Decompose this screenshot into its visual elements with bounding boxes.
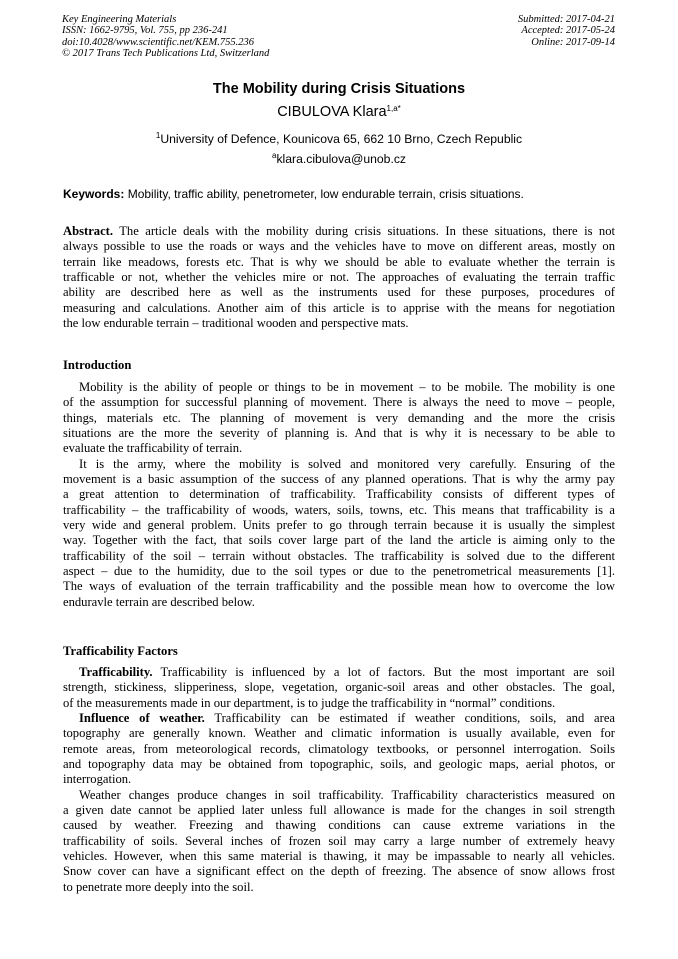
line-text: Trafficability is influenced by a lot of factors. But the most important are soil bbox=[152, 665, 615, 679]
text-line: of the measurements made in our department, is to judge the trafficability in “normal” conditions. bbox=[63, 695, 556, 710]
abstract-paragraph bbox=[63, 224, 615, 331]
accepted-date: Accepted: 2017-05-24 bbox=[521, 25, 615, 37]
text-line: trafficable or not, whether the vehicles mire or not. The approaches of evaluating the terrain traffic bbox=[63, 270, 615, 285]
text-line bbox=[63, 665, 615, 680]
text-line: to penetrate more deeply into the soil. bbox=[63, 879, 254, 894]
author-superscript: 1,a* bbox=[386, 104, 401, 113]
email-superscript: a bbox=[271, 151, 277, 160]
text-line: Weather changes produce changes in soil trafficability. Trafficability characteristics measured on bbox=[79, 787, 615, 802]
journal-name: Key Engineering Materials bbox=[62, 14, 177, 25]
text-line bbox=[63, 224, 615, 239]
affiliation-superscript: 1 bbox=[155, 131, 161, 140]
text-line: It is the army, where the mobility is solved and monitored very carefully. Ensuring of the bbox=[79, 456, 615, 471]
text-line: always possible to use the roads or ways and the vehicles have to move on different areas, mostly on bbox=[63, 239, 615, 254]
author-email bbox=[0, 152, 678, 166]
factors-paragraph-3 bbox=[63, 788, 615, 895]
text-line: and topography data may be obtained from topographic, soils, and geologic maps, aerial photos, or bbox=[63, 757, 615, 772]
introduction-paragraph-2 bbox=[63, 457, 615, 610]
journal-issn: ISSN: 1662-9795, Vol. 755, pp 236-241 bbox=[62, 25, 228, 37]
text-line: measuring and calculations. Another aim of this article is to apprise with the means for negotiation bbox=[63, 300, 615, 315]
text-line: trafficability – the trafficability of woods, waters, soils, towns, etc. This means that trafficability is a bbox=[63, 502, 615, 517]
introduction-section bbox=[63, 380, 615, 610]
text-line: terrain like meadows, forests etc. That is why we should be able to evaluate whether the terrain is bbox=[63, 254, 615, 269]
journal-doi: doi:10.4028/www.scientific.net/KEM.755.236 bbox=[62, 36, 254, 48]
text-line: a given date cannot be applied later unless full allowance is made for the changes in soil strength bbox=[63, 803, 615, 818]
text-line: way. Together with the fact, that soils cover large part of the land the article is aiming only to the bbox=[63, 533, 615, 548]
text-line: interrogation. bbox=[63, 772, 132, 787]
text-line: strength, stickiness, slipperiness, slope, vegetation, organic-soil areas and other obstacles. The goal, bbox=[63, 680, 615, 695]
text-line: caused by weather. Freezing and thawing conditions can cause extreme variations in the bbox=[63, 818, 615, 833]
text-line: The ways of evaluation of the terrain trafficability and the possible mean how to overcome the low bbox=[63, 579, 615, 594]
author bbox=[0, 104, 678, 120]
email-text: klara.cibulova@unob.cz bbox=[276, 152, 407, 166]
online-date: Online: 2017-09-14 bbox=[531, 36, 615, 48]
keywords bbox=[63, 187, 623, 201]
text-line: very wide and general problem. Units prefer to go through terrain because it is usually the simplest bbox=[63, 518, 615, 533]
text-line: topography are generally known. Weather and climatic information is usually available, even for bbox=[63, 726, 615, 741]
line-text: Trafficability can be estimated if weather conditions, soils, and area bbox=[204, 711, 615, 726]
text-line: the low endurable terrain – traditional wooden and perspective mats. bbox=[63, 316, 409, 331]
keywords-text: Mobility, traffic ability, penetrometer, low endurable terrain, crisis situations. bbox=[127, 187, 524, 201]
text-line: situations are the more the severity of planning is. And that is why it is necessary to be able to bbox=[63, 426, 615, 441]
factors-heading: Trafficability Factors bbox=[63, 644, 178, 658]
affiliation-text: University of Defence, Kounicova 65, 662 10 Brno, Czech Republic bbox=[160, 132, 523, 146]
text-line bbox=[63, 711, 615, 726]
factors-section bbox=[63, 665, 615, 895]
affiliation bbox=[0, 132, 678, 146]
factors-paragraph-2 bbox=[63, 711, 615, 788]
introduction-paragraph-1 bbox=[63, 380, 615, 457]
text-line: Mobility is the ability of people or things to be in movement – to be mobile. The mobility is one bbox=[79, 380, 615, 394]
text-line: enduravle terrain are described below. bbox=[63, 594, 255, 609]
line-text: The article deals with the mobility during crisis situations. In these situations, there is not bbox=[113, 224, 615, 238]
submission-dates bbox=[518, 14, 615, 48]
weather-label: Influence of weather. bbox=[79, 711, 205, 726]
text-line: vehicles. However, when this same material is thawing, it may be impassable to nearly all vehicles. bbox=[63, 849, 615, 864]
author-name: CIBULOVA Klara bbox=[277, 104, 387, 120]
text-line: a great attention to determination of trafficability. Trafficability consists of different types of bbox=[63, 487, 615, 502]
text-line: remote areas, from meteorological records, climatology textbooks, or personnel interrogation. Soils bbox=[63, 741, 615, 756]
keywords-label: Keywords: bbox=[63, 187, 125, 201]
paper-title: The Mobility during Crisis Situations bbox=[212, 81, 466, 97]
text-line: aspect – due to the humidity, due to the soil types or due to the penetrometrical measurements [1]. bbox=[63, 564, 615, 579]
text-line: trafficability of soils. Several inches of frozen soil may carry a large number of extremely heavy bbox=[63, 833, 615, 848]
introduction-heading: Introduction bbox=[63, 358, 132, 372]
text-line: evaluate the trafficability of terrain. bbox=[63, 441, 243, 456]
text-line: movement is a basic assumption of the success of any planned operations. That is why the army pay bbox=[63, 472, 615, 487]
trafficability-label: Trafficability. bbox=[79, 665, 153, 679]
text-line: things, materials etc. The planning of movement is very demanding and the more the crisis bbox=[63, 410, 615, 425]
text-line: trafficability of the soil – terrain without obstacles. The trafficability is solved due to the different bbox=[63, 548, 615, 563]
text-line: of the assumption for successful planning of movement. There is always the need to move – people, bbox=[63, 395, 615, 410]
factors-paragraph-1 bbox=[63, 665, 615, 711]
journal-info bbox=[62, 14, 269, 60]
abstract-label: Abstract. bbox=[63, 224, 114, 238]
journal-copyright: © 2017 Trans Tech Publications Ltd, Switzerland bbox=[62, 48, 270, 60]
text-line: Snow cover can have a significant effect on the depth of freezing. The absence of snow allows frost bbox=[63, 864, 615, 879]
submitted-date: Submitted: 2017-04-21 bbox=[517, 14, 615, 25]
text-line: ability are described here as well as the instruments used for these purposes, procedures of bbox=[63, 285, 615, 300]
abstract bbox=[63, 224, 615, 331]
